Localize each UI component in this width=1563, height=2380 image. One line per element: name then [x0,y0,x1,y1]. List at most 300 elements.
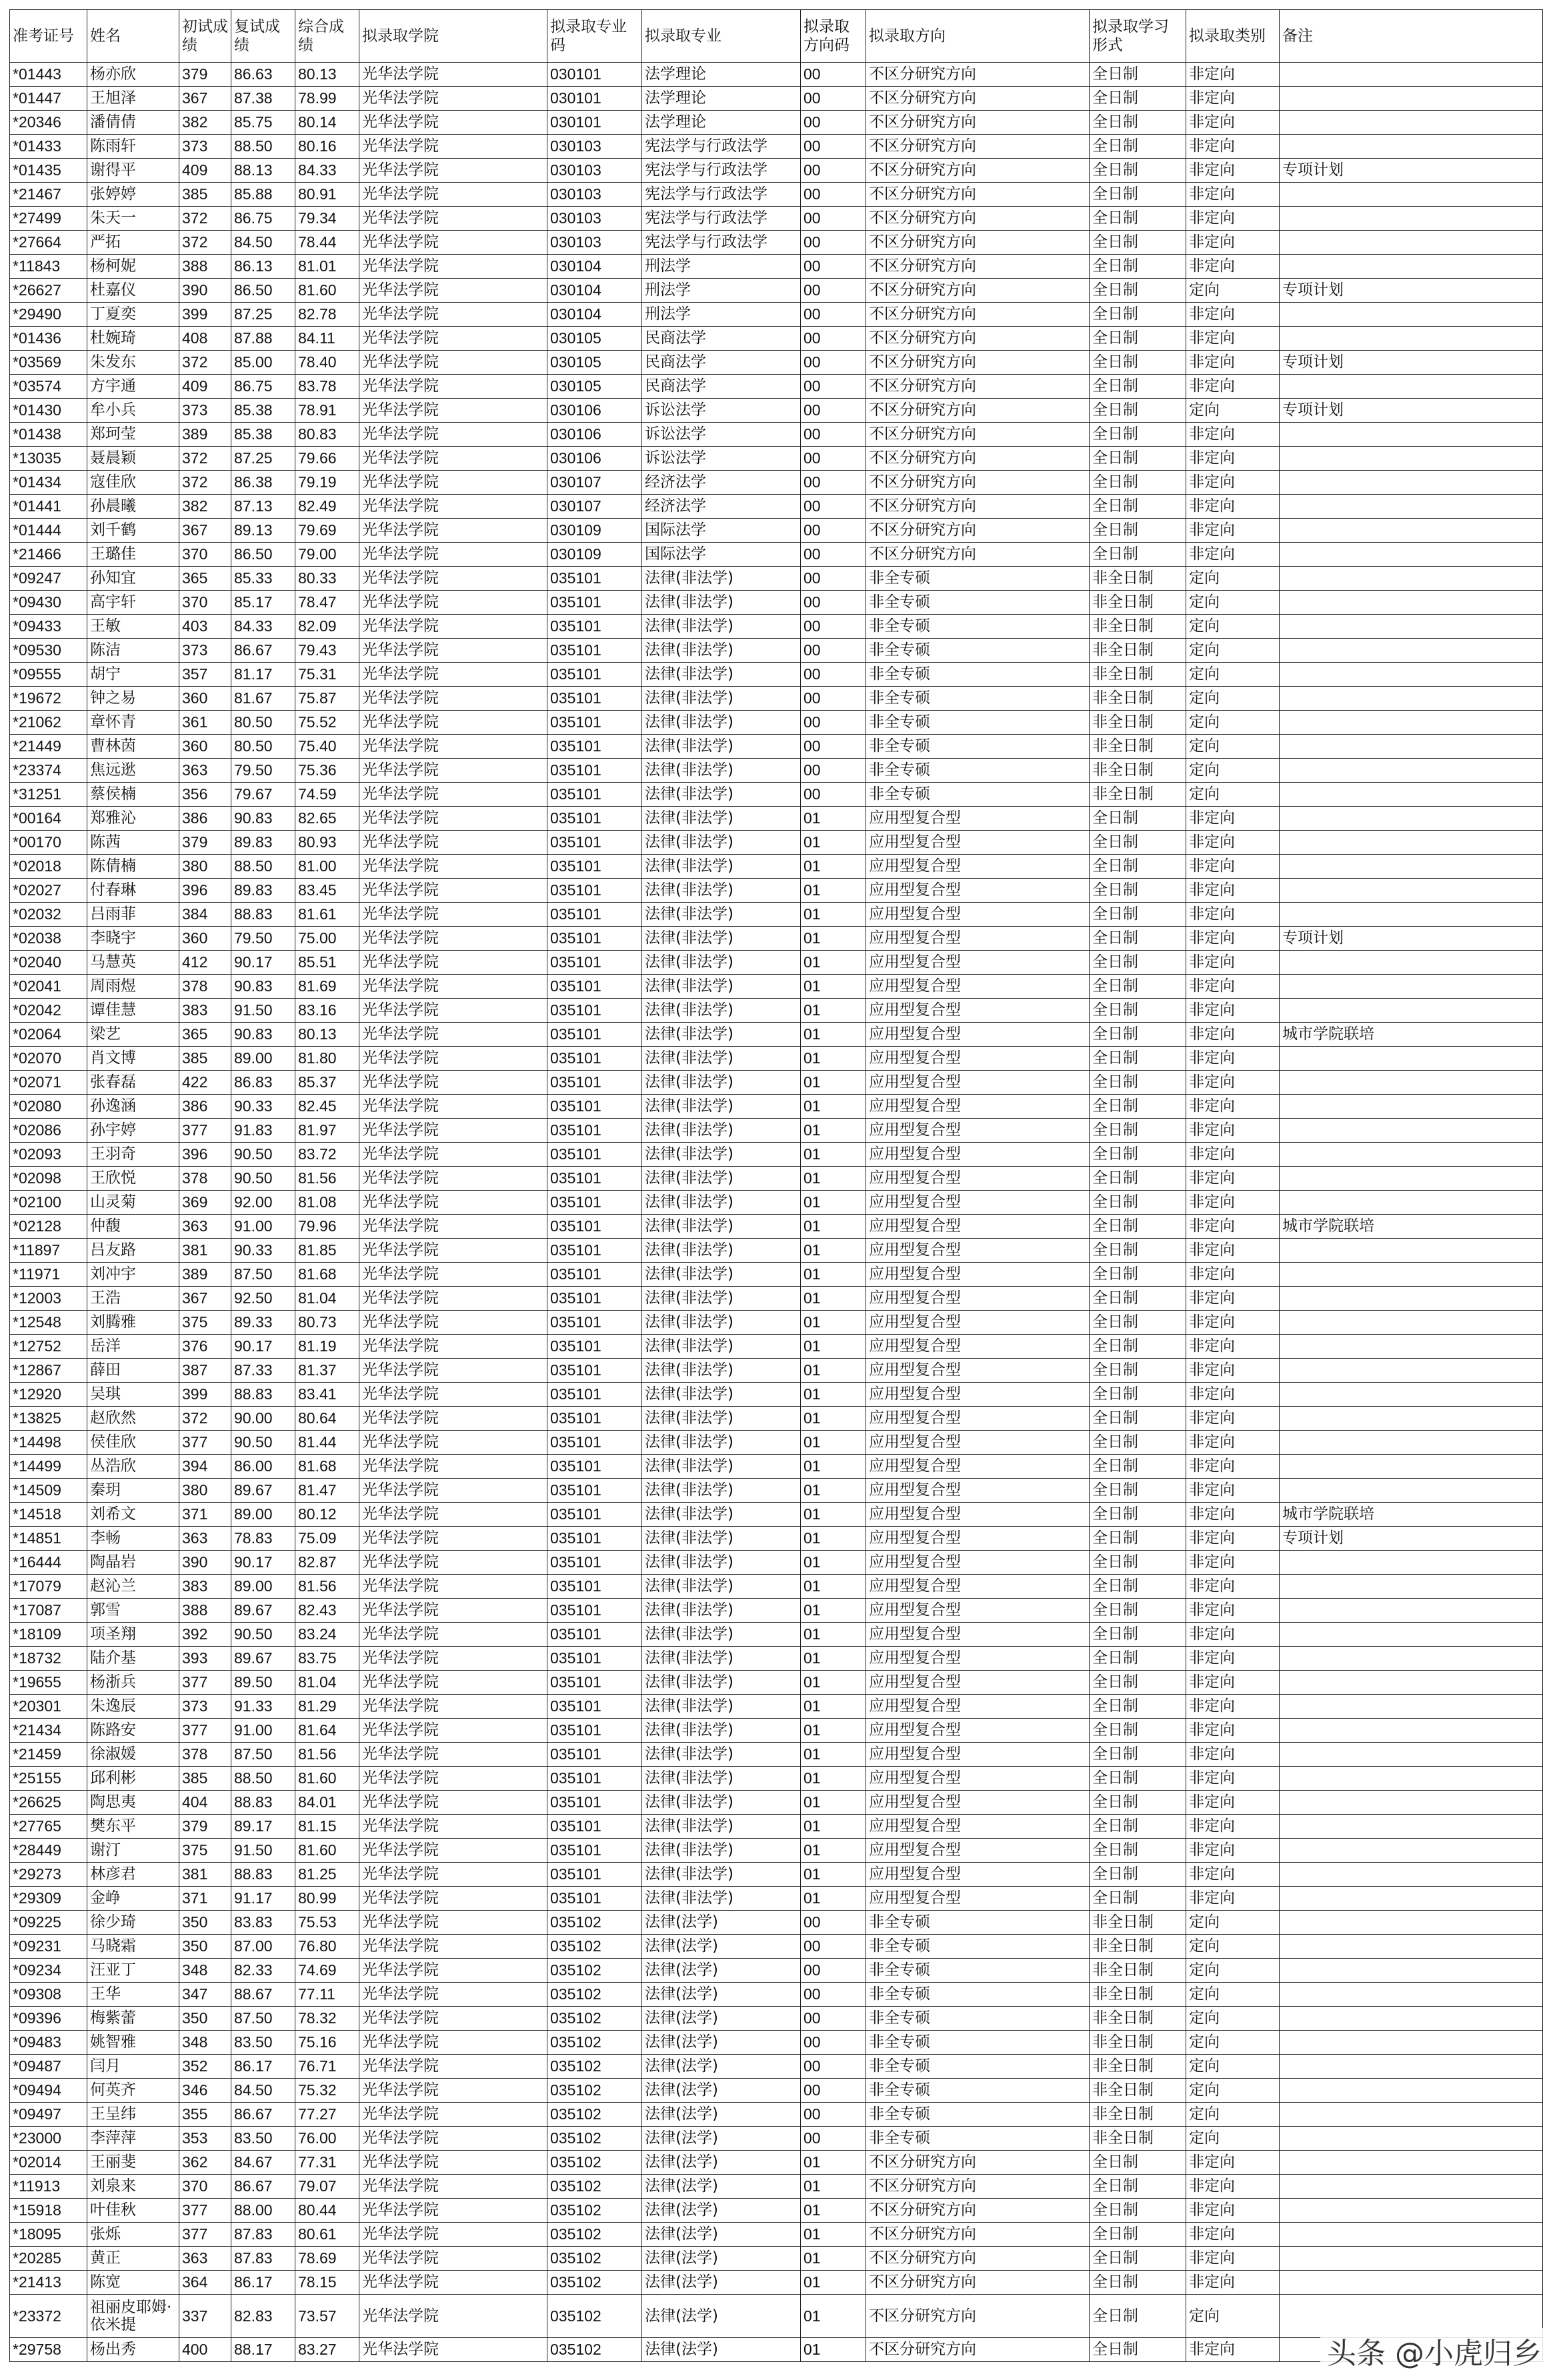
table-row [10,1143,1543,1167]
major-code-cell: 035101 [547,1455,642,1479]
major-cell: 法律(非法学) [642,1671,801,1695]
study-form-cell: 非全日制 [1090,615,1186,639]
major-cell: 诉讼法学 [642,399,801,423]
category-cell: 非定向 [1186,903,1280,927]
total-score-cell: 82.45 [295,1095,359,1119]
direction-code-cell: 01 [801,1407,866,1431]
prelim-score-cell: 365 [179,1023,231,1047]
category-cell: 非定向 [1186,495,1280,519]
name-cell: 丛浩欣 [87,1455,179,1479]
direction-code-cell: 01 [801,1359,866,1383]
college-cell: 光华法学院 [359,1311,547,1335]
name-cell: 章怀青 [87,711,179,735]
college-cell: 光华法学院 [359,855,547,879]
study-form-cell: 全日制 [1090,1815,1186,1839]
direction-cell: 不区分研究方向 [866,375,1090,399]
table-row [10,831,1543,855]
category-cell: 非定向 [1186,1191,1280,1215]
major-code-cell: 035101 [547,1719,642,1743]
remark-cell [1280,447,1543,471]
direction-code-cell: 01 [801,1863,866,1887]
direction-cell: 非全专硕 [866,1935,1090,1959]
major-cell: 宪法学与行政法学 [642,231,801,255]
major-cell: 法律(非法学) [642,1335,801,1359]
major-cell: 法律(法学) [642,2103,801,2127]
retest-score-cell: 90.50 [231,1143,295,1167]
college-cell: 光华法学院 [359,687,547,711]
exam-id-cell: *09530 [10,639,87,663]
retest-score-cell: 92.00 [231,1191,295,1215]
major-cell: 经济法学 [642,495,801,519]
exam-id-cell: *09231 [10,1935,87,1959]
prelim-score-cell: 375 [179,1839,231,1863]
remark-cell [1280,495,1543,519]
major-cell: 法律(非法学) [642,1143,801,1167]
exam-id-cell: *01430 [10,399,87,423]
category-cell: 非定向 [1186,207,1280,231]
name-cell: 山灵菊 [87,1191,179,1215]
direction-code-cell: 01 [801,1335,866,1359]
college-cell: 光华法学院 [359,2223,547,2247]
total-score-cell: 75.32 [295,2079,359,2103]
exam-id-cell: *18095 [10,2223,87,2247]
category-cell: 定向 [1186,663,1280,687]
study-form-cell: 全日制 [1090,1047,1186,1071]
exam-id-cell: *02014 [10,2151,87,2175]
college-cell: 光华法学院 [359,1119,547,1143]
prelim-score-cell: 422 [179,1071,231,1095]
table-row [10,159,1543,183]
remark-cell [1280,807,1543,831]
total-score-cell: 76.80 [295,1935,359,1959]
remark-cell [1280,2007,1543,2031]
prelim-score-cell: 363 [179,2247,231,2271]
study-form-cell: 全日制 [1090,1311,1186,1335]
college-cell: 光华法学院 [359,2103,547,2127]
category-cell: 非定向 [1186,2247,1280,2271]
direction-cell: 应用型复合型 [866,1047,1090,1071]
direction-cell: 应用型复合型 [866,1623,1090,1647]
total-score-cell: 82.09 [295,615,359,639]
direction-code-cell: 01 [801,1311,866,1335]
table-row [10,975,1543,999]
remark-cell: 专项计划 [1280,399,1543,423]
major-code-cell: 035101 [547,807,642,831]
major-code-cell: 035101 [547,927,642,951]
table-row [10,327,1543,351]
major-cell: 法律(非法学) [642,1815,801,1839]
category-cell: 非定向 [1186,327,1280,351]
major-code-cell: 035101 [547,1671,642,1695]
remark-cell: 专项计划 [1280,927,1543,951]
direction-code-cell: 01 [801,1071,866,1095]
direction-code-cell: 00 [801,1911,866,1935]
remark-cell [1280,711,1543,735]
direction-cell: 应用型复合型 [866,1695,1090,1719]
retest-score-cell: 88.83 [231,1383,295,1407]
college-cell: 光华法学院 [359,1911,547,1935]
exam-id-cell: *19672 [10,687,87,711]
category-cell: 定向 [1186,687,1280,711]
direction-cell: 应用型复合型 [866,1143,1090,1167]
retest-score-cell: 83.50 [231,2127,295,2151]
exam-id-cell: *00164 [10,807,87,831]
exam-id-cell: *09396 [10,2007,87,2031]
exam-id-cell: *18109 [10,1623,87,1647]
retest-score-cell: 88.50 [231,855,295,879]
direction-cell: 应用型复合型 [866,1455,1090,1479]
retest-score-cell: 89.67 [231,1599,295,1623]
prelim-score-cell: 383 [179,1575,231,1599]
direction-cell: 应用型复合型 [866,1743,1090,1767]
major-cell: 法律(法学) [642,2007,801,2031]
column-header: 拟录取学习形式 [1090,10,1186,63]
category-cell: 非定向 [1186,1479,1280,1503]
name-cell: 金峥 [87,1887,179,1911]
college-cell: 光华法学院 [359,1191,547,1215]
table-row [10,687,1543,711]
direction-cell: 不区分研究方向 [866,159,1090,183]
college-cell: 光华法学院 [359,735,547,759]
direction-cell: 不区分研究方向 [866,63,1090,87]
table-row [10,639,1543,663]
total-score-cell: 79.00 [295,543,359,567]
college-cell: 光华法学院 [359,1599,547,1623]
table-row [10,447,1543,471]
study-form-cell: 非全日制 [1090,759,1186,783]
direction-code-cell: 01 [801,1671,866,1695]
table-row [10,1167,1543,1191]
direction-code-cell: 01 [801,1743,866,1767]
name-cell: 陈洁 [87,639,179,663]
prelim-score-cell: 386 [179,1095,231,1119]
direction-cell: 应用型复合型 [866,1191,1090,1215]
major-cell: 民商法学 [642,327,801,351]
retest-score-cell: 86.50 [231,279,295,303]
column-header: 复试成绩 [231,10,295,63]
remark-cell [1280,879,1543,903]
name-cell: 刘千鹤 [87,519,179,543]
table-row [10,2271,1543,2295]
name-cell: 王华 [87,1983,179,2007]
name-cell: 秦玥 [87,1479,179,1503]
study-form-cell: 全日制 [1090,303,1186,327]
category-cell: 非定向 [1186,1815,1280,1839]
name-cell: 朱发东 [87,351,179,375]
retest-score-cell: 89.17 [231,1815,295,1839]
direction-code-cell: 01 [801,1143,866,1167]
table-row [10,2338,1543,2362]
college-cell: 光华法学院 [359,1287,547,1311]
total-score-cell: 83.78 [295,375,359,399]
total-score-cell: 81.19 [295,1335,359,1359]
exam-id-cell: *01435 [10,159,87,183]
prelim-score-cell: 377 [179,2199,231,2223]
college-cell: 光华法学院 [359,1143,547,1167]
direction-cell: 不区分研究方向 [866,447,1090,471]
major-cell: 法学理论 [642,63,801,87]
direction-cell: 非全专硕 [866,1959,1090,1983]
table-row [10,471,1543,495]
table-row [10,711,1543,735]
college-cell: 光华法学院 [359,375,547,399]
college-cell: 光华法学院 [359,1263,547,1287]
direction-code-cell: 00 [801,2103,866,2127]
direction-cell: 不区分研究方向 [866,183,1090,207]
study-form-cell: 全日制 [1090,1143,1186,1167]
major-code-cell: 030103 [547,183,642,207]
direction-code-cell: 01 [801,1647,866,1671]
name-cell: 陆介基 [87,1647,179,1671]
major-cell: 法律(非法学) [642,879,801,903]
major-code-cell: 030101 [547,63,642,87]
major-code-cell: 035101 [547,1335,642,1359]
major-cell: 法律(非法学) [642,1119,801,1143]
major-cell: 法律(法学) [642,2223,801,2247]
major-code-cell: 035101 [547,1095,642,1119]
exam-id-cell: *31251 [10,783,87,807]
major-code-cell: 035101 [547,1287,642,1311]
table-row [10,183,1543,207]
major-cell: 法律(非法学) [642,903,801,927]
name-cell: 张春磊 [87,1071,179,1095]
major-cell: 法律(非法学) [642,1503,801,1527]
total-score-cell: 85.37 [295,1071,359,1095]
category-cell: 非定向 [1186,855,1280,879]
remark-cell [1280,1863,1543,1887]
direction-cell: 应用型复合型 [866,1287,1090,1311]
prelim-score-cell: 353 [179,2127,231,2151]
direction-code-cell: 01 [801,1191,866,1215]
study-form-cell: 全日制 [1090,1743,1186,1767]
prelim-score-cell: 372 [179,207,231,231]
remark-cell [1280,183,1543,207]
remark-cell [1280,1263,1543,1287]
retest-score-cell: 85.75 [231,111,295,135]
exam-id-cell: *09487 [10,2055,87,2079]
total-score-cell: 77.11 [295,1983,359,2007]
category-cell: 非定向 [1186,1695,1280,1719]
retest-score-cell: 86.67 [231,2103,295,2127]
retest-score-cell: 88.50 [231,135,295,159]
prelim-score-cell: 393 [179,1647,231,1671]
college-cell: 光华法学院 [359,1575,547,1599]
college-cell: 光华法学院 [359,207,547,231]
name-cell: 潘倩倩 [87,111,179,135]
remark-cell [1280,975,1543,999]
category-cell: 非定向 [1186,1023,1280,1047]
name-cell: 何英齐 [87,2079,179,2103]
remark-cell [1280,1431,1543,1455]
remark-cell [1280,1911,1543,1935]
major-code-cell: 035101 [547,999,642,1023]
total-score-cell: 81.64 [295,1719,359,1743]
direction-code-cell: 01 [801,1455,866,1479]
exam-id-cell: *29309 [10,1887,87,1911]
major-code-cell: 035101 [547,591,642,615]
retest-score-cell: 84.33 [231,615,295,639]
name-cell: 陈路安 [87,1719,179,1743]
category-cell: 定向 [1186,783,1280,807]
major-code-cell: 035101 [547,1743,642,1767]
direction-code-cell: 00 [801,327,866,351]
college-cell: 光华法学院 [359,999,547,1023]
prelim-score-cell: 373 [179,639,231,663]
major-code-cell: 035102 [547,2103,642,2127]
study-form-cell: 非全日制 [1090,1959,1186,1983]
college-cell: 光华法学院 [359,975,547,999]
exam-id-cell: *21434 [10,1719,87,1743]
total-score-cell: 76.00 [295,2127,359,2151]
retest-score-cell: 81.67 [231,687,295,711]
major-cell: 法律(法学) [642,2247,801,2271]
retest-score-cell: 89.00 [231,1575,295,1599]
name-cell: 王羽奇 [87,1143,179,1167]
retest-score-cell: 91.33 [231,1695,295,1719]
direction-cell: 不区分研究方向 [866,255,1090,279]
study-form-cell: 全日制 [1090,1095,1186,1119]
direction-cell: 不区分研究方向 [866,135,1090,159]
table-row [10,1983,1543,2007]
total-score-cell: 80.61 [295,2223,359,2247]
total-score-cell: 81.61 [295,903,359,927]
table-row [10,303,1543,327]
remark-cell [1280,2055,1543,2079]
direction-code-cell: 00 [801,375,866,399]
direction-code-cell: 01 [801,2271,866,2295]
college-cell: 光华法学院 [359,2055,547,2079]
major-cell: 法律(非法学) [642,1551,801,1575]
name-cell: 王欣悦 [87,1167,179,1191]
major-cell: 法律(非法学) [642,1623,801,1647]
name-cell: 严拓 [87,231,179,255]
direction-cell: 应用型复合型 [866,1215,1090,1239]
major-code-cell: 035101 [547,1863,642,1887]
study-form-cell: 全日制 [1090,1263,1186,1287]
direction-cell: 非全专硕 [866,591,1090,615]
retest-score-cell: 85.38 [231,399,295,423]
category-cell: 非定向 [1186,255,1280,279]
college-cell: 光华法学院 [359,1743,547,1767]
exam-id-cell: *11913 [10,2175,87,2199]
exam-id-cell: *02070 [10,1047,87,1071]
major-cell: 法律(非法学) [642,951,801,975]
major-cell: 民商法学 [642,351,801,375]
study-form-cell: 全日制 [1090,1335,1186,1359]
direction-code-cell: 00 [801,471,866,495]
remark-cell [1280,1599,1543,1623]
exam-id-cell: *27499 [10,207,87,231]
table-row [10,2103,1543,2127]
name-cell: 陶思夷 [87,1791,179,1815]
category-cell: 非定向 [1186,1431,1280,1455]
prelim-score-cell: 360 [179,687,231,711]
study-form-cell: 全日制 [1090,1527,1186,1551]
study-form-cell: 全日制 [1090,255,1186,279]
study-form-cell: 全日制 [1090,1191,1186,1215]
major-cell: 法律(非法学) [642,1527,801,1551]
direction-code-cell: 00 [801,399,866,423]
table-row [10,2223,1543,2247]
name-cell: 钟之易 [87,687,179,711]
study-form-cell: 全日制 [1090,159,1186,183]
study-form-cell: 全日制 [1090,327,1186,351]
prelim-score-cell: 399 [179,303,231,327]
direction-cell: 不区分研究方向 [866,2223,1090,2247]
category-cell: 非定向 [1186,927,1280,951]
direction-cell: 非全专硕 [866,663,1090,687]
exam-id-cell: *09494 [10,2079,87,2103]
category-cell: 非定向 [1186,2199,1280,2223]
direction-code-cell: 01 [801,1023,866,1047]
college-cell: 光华法学院 [359,1335,547,1359]
table-row [10,1815,1543,1839]
exam-id-cell: *12920 [10,1383,87,1407]
retest-score-cell: 89.00 [231,1503,295,1527]
direction-code-cell: 00 [801,519,866,543]
major-code-cell: 035101 [547,1623,642,1647]
college-cell: 光华法学院 [359,1551,547,1575]
direction-cell: 非全专硕 [866,567,1090,591]
direction-cell: 不区分研究方向 [866,279,1090,303]
category-cell: 非定向 [1186,2271,1280,2295]
remark-cell [1280,303,1543,327]
total-score-cell: 80.12 [295,1503,359,1527]
category-cell: 非定向 [1186,1215,1280,1239]
total-score-cell: 81.08 [295,1191,359,1215]
direction-cell: 非全专硕 [866,2031,1090,2055]
remark-cell [1280,1071,1543,1095]
college-cell: 光华法学院 [359,87,547,111]
prelim-score-cell: 399 [179,1383,231,1407]
study-form-cell: 全日制 [1090,1719,1186,1743]
total-score-cell: 80.14 [295,111,359,135]
remark-cell [1280,87,1543,111]
name-cell: 王呈纬 [87,2103,179,2127]
retest-score-cell: 86.63 [231,63,295,87]
name-cell: 蔡侯楠 [87,783,179,807]
total-score-cell: 77.27 [295,2103,359,2127]
column-header: 拟录取专业 [642,10,801,63]
direction-code-cell: 01 [801,1479,866,1503]
remark-cell [1280,1935,1543,1959]
name-cell: 梅紫蕾 [87,2007,179,2031]
name-cell: 孙逸涵 [87,1095,179,1119]
direction-cell: 应用型复合型 [866,1575,1090,1599]
direction-cell: 应用型复合型 [866,1023,1090,1047]
study-form-cell: 非全日制 [1090,783,1186,807]
remark-cell: 城市学院联培 [1280,1503,1543,1527]
study-form-cell: 全日制 [1090,951,1186,975]
exam-id-cell: *12867 [10,1359,87,1383]
retest-score-cell: 84.50 [231,231,295,255]
exam-id-cell: *29273 [10,1863,87,1887]
study-form-cell: 全日制 [1090,855,1186,879]
total-score-cell: 74.69 [295,1959,359,1983]
name-cell: 王旭泽 [87,87,179,111]
name-cell: 王丽斐 [87,2151,179,2175]
category-cell: 非定向 [1186,1407,1280,1431]
major-code-cell: 035102 [547,1935,642,1959]
major-cell: 法律(非法学) [642,1047,801,1071]
retest-score-cell: 87.83 [231,2247,295,2271]
prelim-score-cell: 364 [179,2271,231,2295]
category-cell: 非定向 [1186,1119,1280,1143]
major-code-cell: 035101 [547,1383,642,1407]
remark-cell [1280,1167,1543,1191]
name-cell: 付春琳 [87,879,179,903]
prelim-score-cell: 392 [179,1623,231,1647]
